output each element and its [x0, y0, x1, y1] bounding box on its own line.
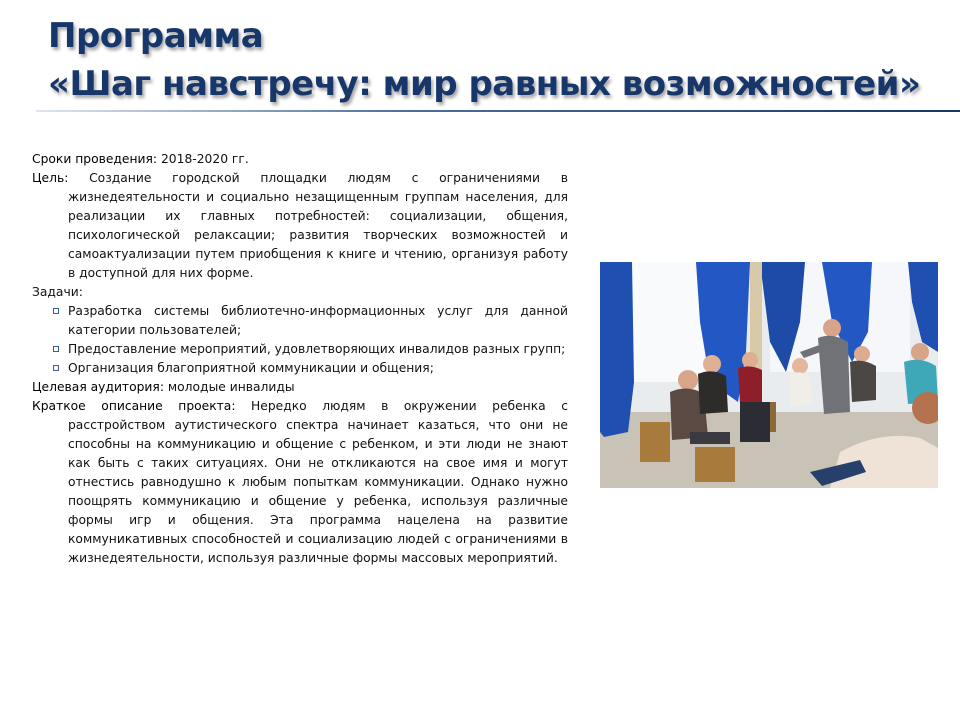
task-text: Организация благоприятной коммуникации и общения; — [68, 361, 434, 375]
list-item — [32, 359, 568, 378]
term-value: 2018-2020 гг. — [157, 152, 249, 166]
title-line-2: «Шаг навстречу: мир равных возможностей» — [48, 64, 921, 104]
event-photo — [600, 262, 938, 488]
square-bullet-icon — [53, 308, 59, 314]
square-bullet-icon — [53, 346, 59, 352]
audience-value: молодые инвалиды — [163, 380, 295, 394]
goal-paragraph — [32, 169, 568, 283]
tasks-label: Задачи: — [32, 285, 83, 299]
description-paragraph — [32, 397, 568, 568]
square-bullet-icon — [53, 365, 59, 371]
event-photo-illustration — [600, 262, 938, 488]
task-text: Разработка системы библиотечно-информационных услуг для данной категории пользователей; — [68, 304, 568, 337]
term-label: Сроки проведения: — [32, 152, 158, 166]
slide-title — [48, 12, 920, 108]
list-item — [32, 340, 568, 359]
list-item — [32, 302, 568, 340]
program-description — [32, 150, 568, 568]
goal-label: Цель: — [32, 171, 69, 185]
task-text: Предоставление мероприятий, удовлетворяющих инвалидов разных групп; — [68, 342, 566, 356]
audience-label: Целевая аудитория: — [32, 380, 164, 394]
description-label: Краткое описание проекта: — [32, 399, 236, 413]
term-paragraph — [32, 150, 568, 169]
title-line-1: Программа — [48, 16, 264, 56]
audience-paragraph — [32, 378, 568, 397]
description-text: Нередко людям в окружении ребенка с расстройством аутистического спектра начинает казаться, что они не способны на коммуникацию и общение с ребенком, и эти люди не знают как быть с таких ситуациях. Они не откликаются на свое имя и могут отнестись равнодушно к любым попыткам коммуникации. Однако нужно поощрять коммуникацию и общение у ребенка, используя различные формы игр и общения. Эта программа нацелена на развитие коммуникативных способностей и социализацию людей с ограничениями в жизнедеятельности, используя различные формы массовых мероприятий. — [68, 399, 568, 565]
goal-text: Создание городской площадки людям с ограничениями в жизнедеятельности и социально незащищенным группам населения, для реализации их главных потребностей: социализации, общения, психологической релаксации; развития творческих возможностей и самоактуализации путем приобщения к книге и чтению, организуя работу в доступной для них форме. — [68, 171, 568, 280]
title-divider — [36, 110, 960, 112]
tasks-list — [32, 302, 568, 378]
